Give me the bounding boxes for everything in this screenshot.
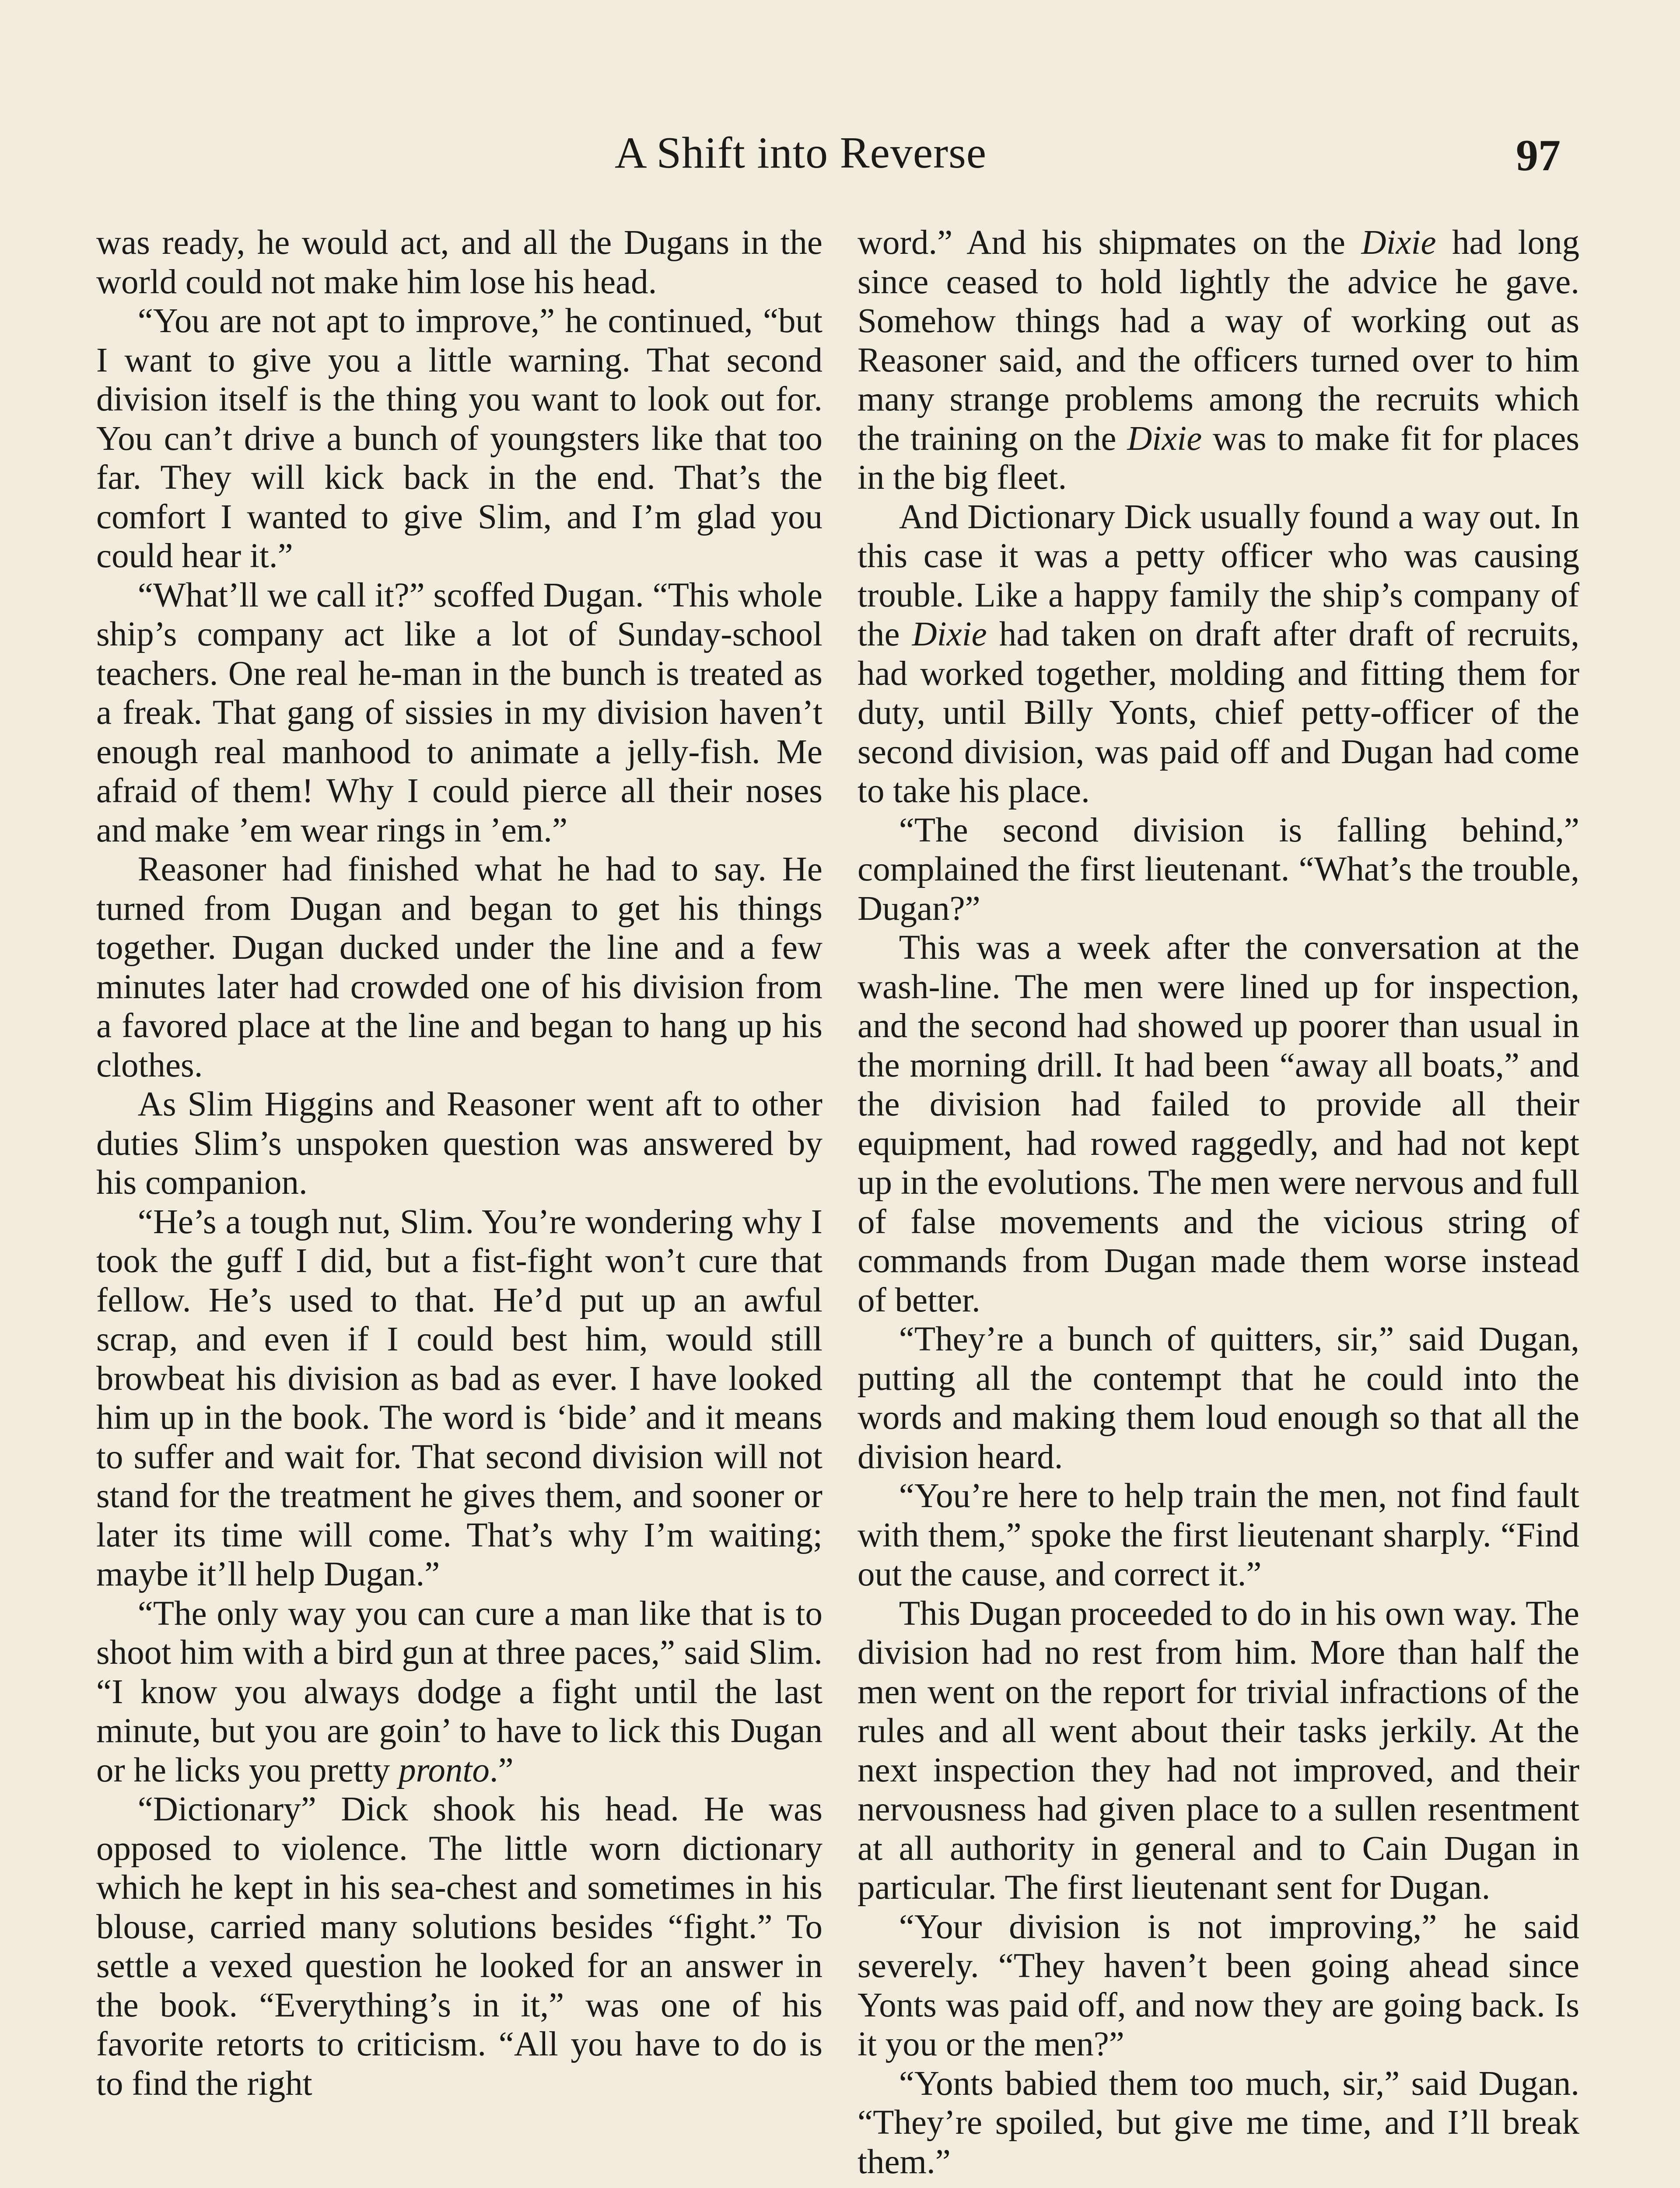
paragraph: [858, 1320, 1579, 1476]
paragraph: [96, 1203, 822, 1594]
paragraph: [858, 1907, 1579, 2064]
paragraph-text: “Your division is not improving,” he said severely. “They haven’t been going ahead since Yonts was paid off, and now they are going back. Is it you or the men?”: [858, 1907, 1579, 2063]
paragraph-text: “He’s a tough nut, Slim. You’re wondering why I took the guff I did, but a fist-fight won’t cure that fellow. He’s used to that. He’d put up an awful scrap, and even if I could best him, would still browbeat his division as bad as ever. I have looked him up in the book. The word is ‘bide’ and it means to suffer and wait for. That second division will not stand for the treatment he gives them, and sooner or later its time will come. That’s why I’m waiting; maybe it’ll help Dugan.”: [96, 1203, 822, 1593]
paragraph: [858, 1594, 1579, 1907]
paragraph-text: “The only way you can cure a man like that is to shoot him with a bird gun at three paces,” said Slim. “I know you always dodge a fight until the last minute, but you are goin’ to have to lick this Dugan or he licks you pretty: [96, 1594, 822, 1789]
paragraph-text: had long since ceased to hold lightly the advice he gave. Somehow things had a way of working out as Reasoner said, and the officers turned over to him many strange problems among the recruits which the training on the: [858, 224, 1579, 458]
running-title: A Shift into Reverse: [615, 128, 987, 178]
text-column-left: [96, 223, 822, 2103]
paragraph: [96, 1085, 822, 1203]
paragraph: [858, 928, 1579, 1320]
paragraph-text: “What’ll we call it?” scoffed Dugan. “This whole ship’s company act like a lot of Sunday-school teachers. One real he-man in the bunch is treated as a freak. That gang of sissies in my division haven’t enough real manhood to animate a jelly-fish. Me afraid of them! Why I could pierce all their noses and make ’em wear rings in ’em.”: [96, 576, 822, 849]
paragraph-text: had taken on draft after draft of recruits, had worked together, molding and fitting them for duty, until Billy Yonts, chief petty-officer of the second division, was paid off and Dugan had come to take his place.: [858, 615, 1580, 810]
paragraph: [96, 302, 822, 576]
paragraph-text: “They’re a bunch of quitters, sir,” said Dugan, putting all the contempt that he could into the words and making them loud enough so that all the division heard.: [858, 1320, 1579, 1476]
paragraph-text: And Dictionary Dick usually found a way out. In this case it was a petty officer who was causing trouble. Like a happy family the ship’s company of the: [858, 498, 1579, 653]
paragraph-text: “Yonts babied them too much, sir,” said Dugan. “They’re spoiled, but give me time, and I’ll break them.”: [858, 2064, 1579, 2181]
paragraph-text: .”: [489, 1751, 514, 1789]
text-column-right: [858, 223, 1579, 2181]
italic-text: Dixie: [1127, 419, 1202, 458]
paragraph-text: This was a week after the conversation at the wash-line. The men were lined up for inspection, and the second had showed up poorer than usual in the morning drill. It had been “away all boats,” and the division had failed to provide all their equipment, had rowed raggedly, and had not kept up in the evolutions. The men were nervous and full of false movements and the vicious string of commands from Dugan made them worse instead of better.: [858, 929, 1579, 1319]
paragraph: [96, 850, 822, 1085]
paragraph-text: “The second division is falling behind,” complained the first lieutenant. “What’s the trouble, Dugan?”: [858, 811, 1579, 928]
page-number: 97: [1516, 131, 1561, 180]
paragraph-text: This Dugan proceeded to do in his own way. The division had no rest from him. More than half the men went on the report for trivial infractions of the rules and all went about their tasks jerkily. At the next inspection they had not improved, and their nervousness had given place to a sullen resentment at all authority in general and to Cain Dugan in particular. The first lieutenant sent for Dugan.: [858, 1594, 1579, 1907]
continued-paragraph: [858, 223, 1579, 498]
paragraph-text: was to make fit for places in the big fleet.: [858, 419, 1580, 497]
paragraph-text: word.” And his shipmates on the: [858, 224, 1362, 262]
paragraph: [858, 498, 1579, 811]
paragraph: [96, 1594, 822, 1790]
paragraph: [96, 576, 822, 850]
paragraph: [858, 1476, 1579, 1594]
continued-paragraph: [96, 223, 822, 302]
running-header: [0, 123, 1680, 184]
italic-text: Dixie: [1361, 224, 1436, 262]
paragraph-text: As Slim Higgins and Reasoner went aft to other duties Slim’s unspoken question was answered by his companion.: [96, 1085, 822, 1202]
paragraph-text: “Dictionary” Dick shook his head. He was opposed to violence. The little worn dictionary which he kept in his sea-chest and sometimes in his blouse, carried many solutions besides “fight.” To settle a vexed question he looked for an answer in the book. “Everything’s in it,” was one of his favorite retorts to criticism. “All you have to do is to find the right: [96, 1790, 822, 2103]
paragraph-text: “You are not apt to improve,” he continued, “but I want to give you a little warning. That second division itself is the thing you want to look out for. You can’t drive a bunch of youngsters like that too far. They will kick back in the end. That’s the comfort I wanted to give Slim, and I’m glad you could hear it.”: [96, 302, 822, 575]
italic-text: pronto: [399, 1751, 490, 1789]
paragraph-text: “You’re here to help train the men, not find fault with them,” spoke the first lieutenant sharply. “Find out the cause, and correct it.”: [858, 1477, 1579, 1593]
paragraph-text: was ready, he would act, and all the Dugans in the world could not make him lose his head.: [96, 224, 822, 301]
paragraph: [96, 1790, 822, 2103]
paragraph-text: Reasoner had finished what he had to say. He turned from Dugan and began to get his things together. Dugan ducked under the line and a few minutes later had crowded one of his division from a favored place at the line and began to hang up his clothes.: [96, 850, 822, 1084]
paragraph: [858, 811, 1579, 929]
paragraph: [858, 2064, 1579, 2182]
italic-text: Dixie: [912, 615, 987, 653]
